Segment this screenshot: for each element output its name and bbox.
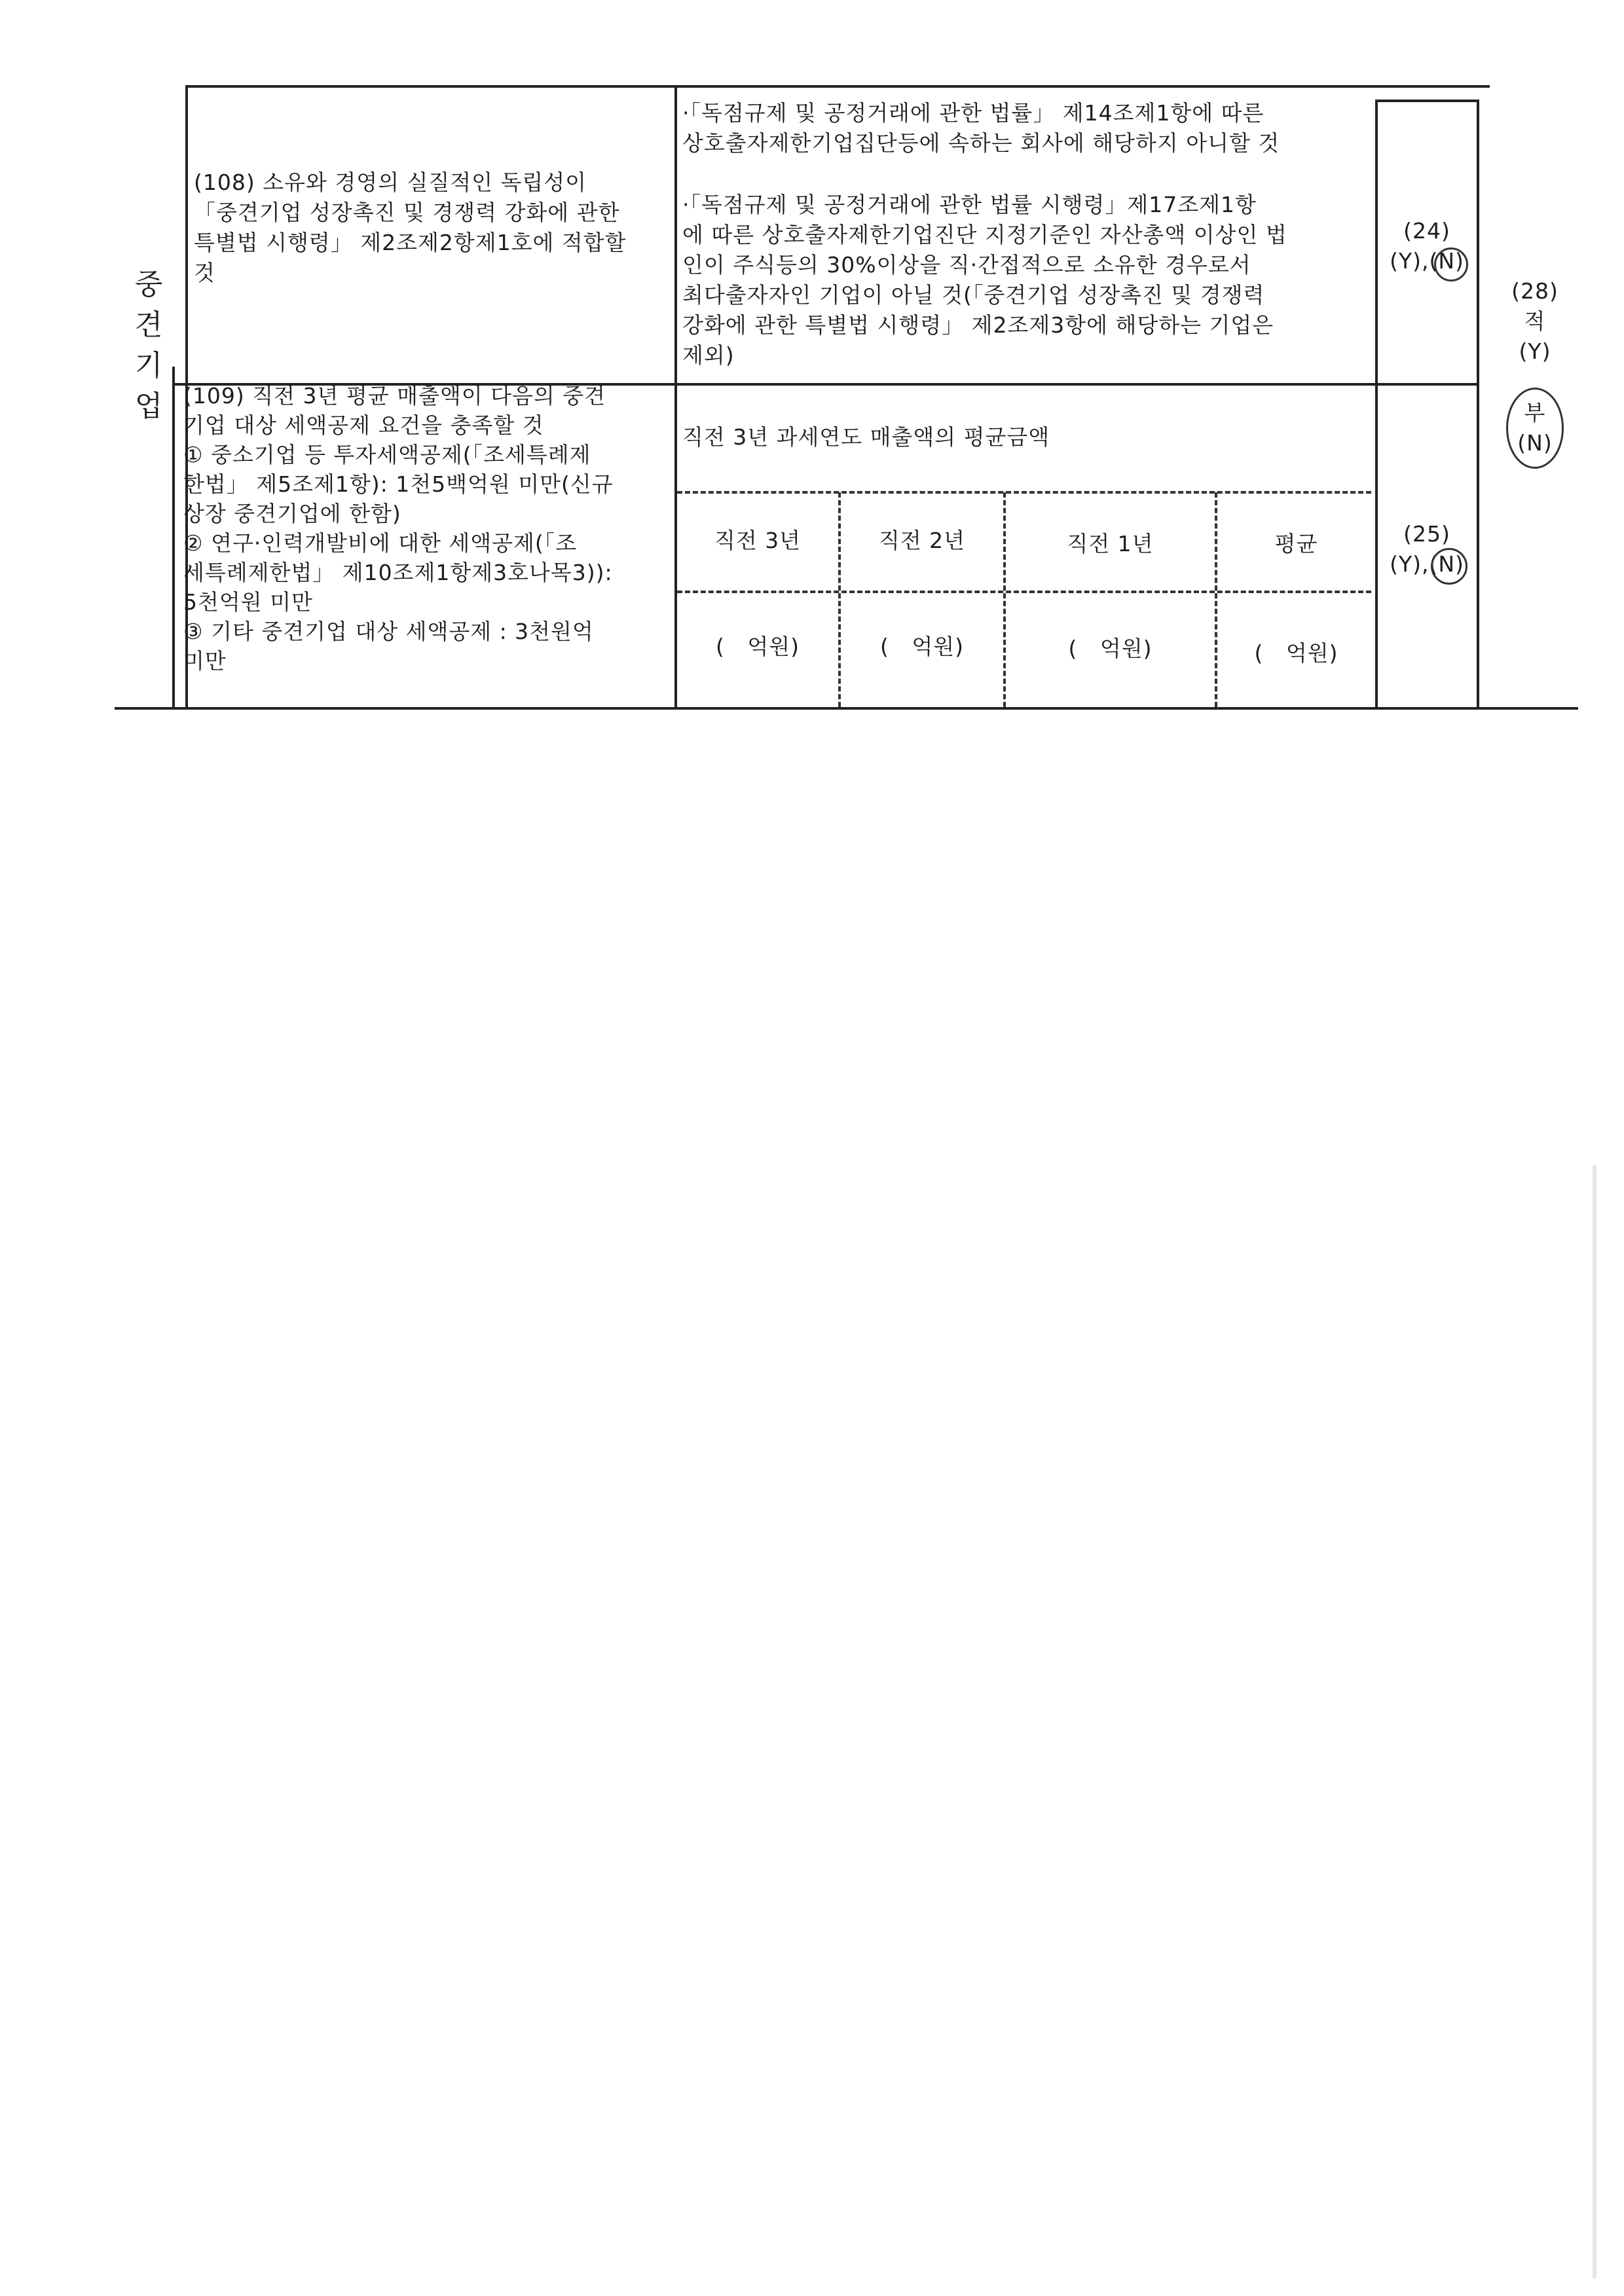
- row109-requirement-line: 미만: [183, 648, 227, 674]
- row109-check-options[interactable]: (Y),(N): [1390, 551, 1464, 577]
- result-column: [1479, 276, 1591, 367]
- row108-criterion-2: [682, 190, 1287, 371]
- section-label-char: 견: [134, 308, 163, 342]
- row108-criterion-line: 상호출자제한기업집단등에 속하는 회사에 해당하지 아니할 것: [682, 130, 1280, 156]
- revenue-grid-divider: [1215, 492, 1217, 707]
- revenue-value-3y[interactable]: ( 억원): [716, 634, 800, 659]
- row109-requirement-line: 기업 대상 세액공제 요건을 충족할 것: [183, 412, 544, 438]
- result-no-circle-mark: [1506, 388, 1564, 469]
- revenue-header-3y: 직전 3년: [714, 528, 802, 553]
- row108-criterion-line: 강화에 관한 특별법 시행령」 제2조제3항에 해당하는 기업은: [682, 312, 1274, 338]
- row108-requirement-line: (108) 소유와 경영의 실질적인 독립성이: [194, 170, 587, 195]
- table-top-border: [185, 85, 1490, 88]
- row108-requirement: [194, 168, 627, 288]
- row109-requirement-line: ② 연구·인력개발비에 대한 세액공제(「조: [183, 530, 578, 556]
- result-no-word[interactable]: 부: [1524, 400, 1546, 426]
- row108-requirement-line: 「중견기업 성장촉진 및 경쟁력 강화에 관한: [194, 200, 620, 225]
- row109-requirement-line: ③ 기타 중견기업 대상 세액공제 : 3천원억: [183, 619, 594, 644]
- section-label-char: 중: [134, 268, 163, 301]
- section-label-char: 기: [134, 349, 163, 382]
- row109-check-code: (25): [1403, 521, 1450, 547]
- check-column-top: [1375, 100, 1479, 102]
- row109-n-circle-mark: [1431, 548, 1467, 585]
- row108-criterion-line: 최다출자자인 기업이 아닐 것(「중견기업 성장촉진 및 경쟁력: [682, 282, 1265, 308]
- column-divider-check: [1375, 100, 1378, 707]
- revenue-header-1y: 직전 1년: [1067, 531, 1154, 556]
- table-left-border-lower: [172, 367, 175, 707]
- result-yes-code[interactable]: (Y): [1519, 338, 1551, 364]
- row108-criterion-line: ·「독점규제 및 공정거래에 관한 법률 시행령」제17조제1항: [682, 192, 1257, 217]
- revenue-header-2y: 직전 2년: [878, 528, 966, 553]
- row108-criterion-line: ·「독점규제 및 공정거래에 관한 법률」 제14조제1항에 따른: [682, 100, 1264, 126]
- row108-criterion-line: 인이 주식등의 30%이상을 직·간접적으로 소유한 경우로서: [682, 252, 1251, 278]
- revenue-grid-line: [677, 591, 1371, 593]
- result-no-code[interactable]: (N): [1517, 430, 1553, 456]
- revenue-value-average[interactable]: ( 억원): [1254, 640, 1338, 666]
- row109-requirement: [183, 381, 614, 676]
- row109-requirement-line: 5천억원 미만: [183, 589, 313, 615]
- section-label-char: 업: [134, 390, 163, 423]
- scan-edge: [1593, 1165, 1596, 2278]
- row109-requirement-line: 한법」 제5조제1항): 1천5백억원 미만(신규: [183, 471, 614, 497]
- row108-requirement-line: 것: [194, 260, 215, 285]
- row108-criterion-line: 에 따른 상호출자제한기업진단 지정기준인 자산총액 이상인 법: [682, 222, 1287, 247]
- revenue-grid-divider: [838, 492, 841, 707]
- result-yes-word[interactable]: 적: [1524, 308, 1546, 334]
- row108-criterion-1: [682, 98, 1280, 158]
- table-bottom-rule: [115, 707, 1578, 710]
- row109-requirement-line: ① 중소기업 등 투자세액공제(「조세특례제: [183, 442, 591, 467]
- row108-check-options[interactable]: (Y),(N): [1390, 248, 1464, 274]
- column-divider-left: [674, 85, 677, 707]
- row109-requirement-line: 상장 중견기업에 한함): [183, 501, 401, 526]
- revenue-header-average: 평균: [1274, 531, 1318, 556]
- row108-criterion-line: 제외): [682, 342, 735, 368]
- row108-check-code: (24): [1403, 218, 1450, 244]
- row108-requirement-line: 특별법 시행령」 제2조제2항제1호에 적합할: [194, 230, 627, 255]
- section-label-midsize-enterprise: [129, 264, 168, 427]
- row109-revenue-title: 직전 3년 과세연도 매출액의 평균금액: [682, 424, 1050, 450]
- revenue-value-1y[interactable]: ( 억원): [1068, 636, 1153, 661]
- row109-requirement-line: (109) 직전 3년 평균 매출액이 다음의 중견: [183, 383, 606, 409]
- revenue-grid-line: [677, 491, 1371, 494]
- row108-n-circle-mark: [1434, 247, 1468, 282]
- revenue-grid-divider: [1003, 492, 1006, 707]
- result-code: (28): [1511, 278, 1559, 304]
- row109-requirement-line: 세특례제한법」 제10조제1항제3호나목3)):: [183, 560, 613, 585]
- revenue-value-2y[interactable]: ( 억원): [880, 634, 964, 659]
